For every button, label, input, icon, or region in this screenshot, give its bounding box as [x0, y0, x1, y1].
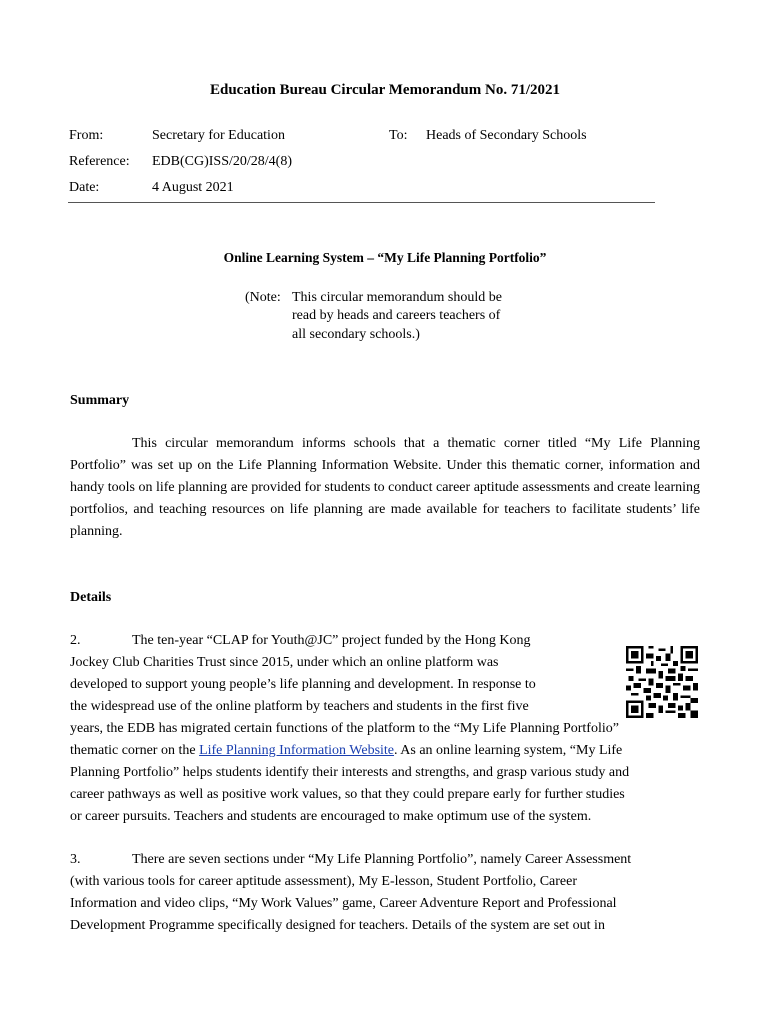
p2-line-7: Planning Portfolio” helps students identify their interests and strengths, and grasp various study and — [70, 765, 630, 780]
p2-line-9: or career pursuits. Teachers and students are encouraged to make optimum use of the system. — [70, 809, 592, 824]
p3-number: 3. — [70, 852, 81, 867]
p2-line-6-before: thematic corner on the — [70, 743, 200, 758]
date-label: Date: — [69, 180, 100, 195]
reference-label: Reference: — [69, 154, 130, 169]
p2-line-2: Jockey Club Charities Trust since 2015, under which an online platform was — [70, 655, 499, 670]
from-label: From: — [69, 128, 104, 143]
p3-line-2: (with various tools for career aptitude assessment), My E-lesson, Student Portfolio, Career — [70, 874, 577, 889]
life-planning-website-link[interactable]: Life Planning Information Website — [199, 743, 395, 758]
p2-line-6-after: . As an online learning system, “My Life — [394, 743, 623, 758]
p2-line-8: career pathways as well as positive work values, so that they could prepare early for further studies — [70, 787, 625, 802]
summary-heading: Summary — [70, 393, 130, 408]
p2-line-6 — [70, 743, 622, 759]
header-divider — [68, 202, 655, 203]
p3-line-4: Development Programme specifically designed for teachers. Details of the system are set out in — [70, 918, 605, 933]
summary-text: This circular memorandum informs schools that a thematic corner titled “My Life Planning Portfolio” was set up on the Life Planning Information Website. Under this thematic corner, information and handy tools on life planning are provided for students to conduct career aptitude assessments and create learning portfolios, and teaching resources on life planning are made available for teachers to facilitate students’ life planning. — [70, 436, 700, 539]
note-line-2: read by heads and careers teachers of — [292, 308, 501, 323]
p2-line-5: years, the EDB has migrated certain functions of the platform to the “My Life Planning Portfolio” — [70, 721, 619, 736]
p3-line-3: Information and video clips, “My Work Values” game, Career Adventure Report and Professional — [70, 896, 617, 911]
subject-title: Online Learning System – “My Life Planning Portfolio” — [223, 250, 547, 265]
note-line-1: This circular memorandum should be — [292, 290, 502, 305]
p2-number: 2. — [70, 633, 81, 648]
p2-line-1: The ten-year “CLAP for Youth@JC” project funded by the Hong Kong — [132, 633, 531, 648]
p2-line-4: the widespread use of the online platform by teachers and students in the first five — [70, 699, 529, 714]
p3-line-1: There are seven sections under “My Life Planning Portfolio”, namely Career Assessment — [132, 852, 632, 867]
qr-code-icon — [626, 646, 698, 718]
note-line-3: all secondary schools.) — [292, 327, 420, 342]
to-value: Heads of Secondary Schools — [426, 128, 587, 143]
date-value: 4 August 2021 — [152, 180, 234, 195]
to-label: To: — [389, 128, 408, 143]
reference-value: EDB(CG)ISS/20/28/4(8) — [152, 154, 292, 169]
summary-paragraph — [70, 433, 700, 543]
note-label: (Note: — [245, 290, 281, 305]
details-heading: Details — [70, 590, 112, 605]
p2-line-3: developed to support young people’s life planning and development. In response to — [70, 677, 536, 692]
memo-title: Education Bureau Circular Memorandum No. 71/2021 — [209, 82, 561, 98]
from-value: Secretary for Education — [152, 128, 285, 143]
